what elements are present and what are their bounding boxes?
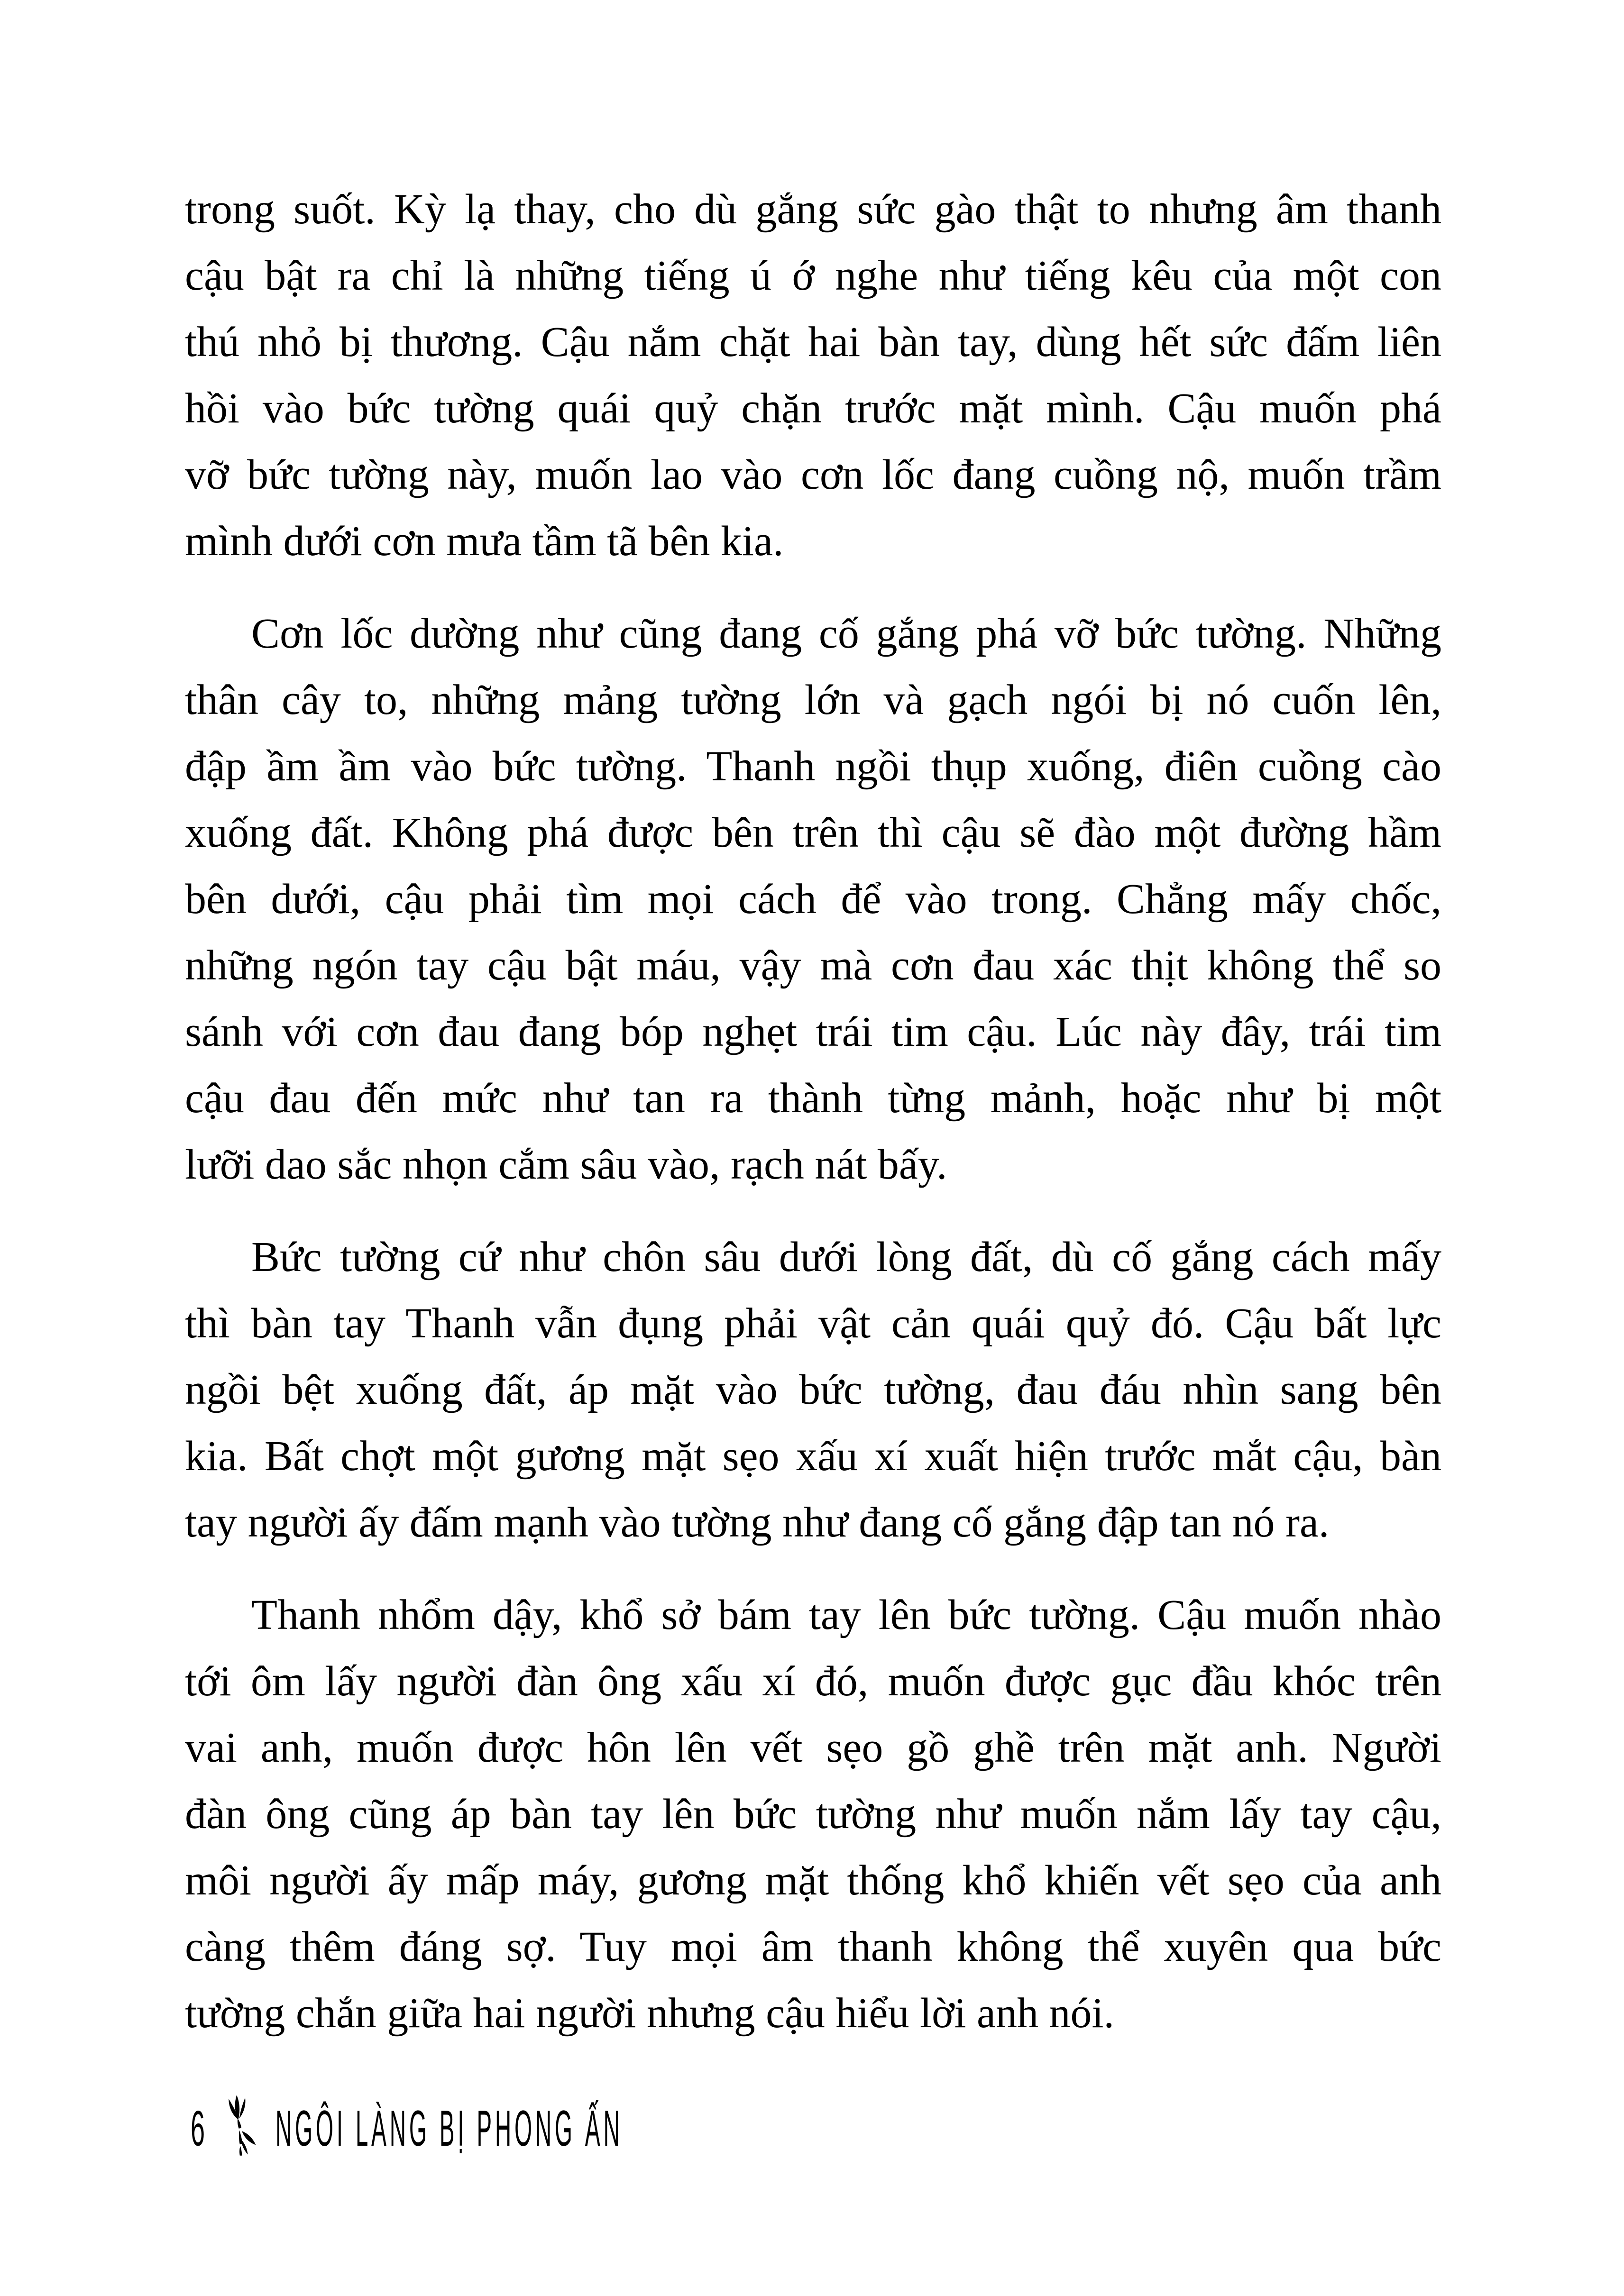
text-line: trong suốt. Kỳ lạ thay, cho dù gắng sức gào thật to nhưng âm thanh — [185, 186, 1441, 233]
text-line: thú nhỏ bị thương. Cậu nắm chặt hai bàn tay, dùng hết sức đấm liên — [185, 319, 1441, 366]
page-number: 6 — [191, 2101, 205, 2157]
text-line: lưỡi dao sắc nhọn cắm sâu vào, rạch nát bấy. — [185, 1141, 947, 1188]
text-line: Bức tường cứ như chôn sâu dưới lòng đất, dù cố gắng cách mấy — [251, 1234, 1441, 1281]
body-text — [185, 176, 1441, 2047]
text-line: xuống đất. Không phá được bên trên thì cậu sẽ đào một đường hầm — [185, 809, 1441, 856]
text-line: bên dưới, cậu phải tìm mọi cách để vào trong. Chẳng mấy chốc, — [185, 876, 1441, 923]
text-line: thân cây to, những mảng tường lớn và gạch ngói bị nó cuốn lên, — [185, 677, 1441, 723]
text-line: ngồi bệt xuống đất, áp mặt vào bức tường, đau đáu nhìn sang bên — [185, 1366, 1441, 1413]
text-line: hồi vào bức tường quái quỷ chặn trước mặt mình. Cậu muốn phá — [185, 385, 1441, 432]
bamboo-sprig-icon — [222, 2094, 259, 2157]
paragraph-2 — [185, 601, 1441, 1198]
running-title: NGÔI LÀNG BỊ PHONG ẤN — [275, 2100, 623, 2157]
text-line: kia. Bất chợt một gương mặt sẹo xấu xí xuất hiện trước mắt cậu, bàn — [185, 1433, 1441, 1480]
text-line: đập ầm ầm vào bức tường. Thanh ngồi thụp xuống, điên cuồng cào — [185, 743, 1441, 790]
text-line: tường chắn giữa hai người nhưng cậu hiểu lời anh nói. — [185, 1990, 1115, 2037]
text-line: tới ôm lấy người đàn ông xấu xí đó, muốn được gục đầu khóc trên — [185, 1658, 1441, 1705]
text-line: càng thêm đáng sợ. Tuy mọi âm thanh không thể xuyên qua bức — [185, 1923, 1441, 1970]
text-line: mình dưới cơn mưa tầm tã bên kia. — [185, 518, 784, 565]
paragraph-3 — [185, 1224, 1441, 1556]
text-line: đàn ông cũng áp bàn tay lên bức tường như muốn nắm lấy tay cậu, — [185, 1791, 1441, 1838]
text-line: cậu đau đến mức như tan ra thành từng mảnh, hoặc như bị một — [185, 1075, 1441, 1122]
text-line: cậu bật ra chỉ là những tiếng ú ớ nghe như tiếng kêu của một con — [185, 252, 1441, 299]
text-line: tay người ấy đấm mạnh vào tường như đang cố gắng đập tan nó ra. — [185, 1499, 1330, 1546]
text-line: vỡ bức tường này, muốn lao vào cơn lốc đang cuồng nộ, muốn trầm — [185, 451, 1441, 498]
text-line: những ngón tay cậu bật máu, vậy mà cơn đau xác thịt không thể so — [185, 942, 1441, 989]
page-footer — [191, 2087, 684, 2157]
text-line: vai anh, muốn được hôn lên vết sẹo gồ ghề trên mặt anh. Người — [185, 1724, 1441, 1771]
text-line: Thanh nhổm dậy, khổ sở bám tay lên bức tường. Cậu muốn nhào — [251, 1592, 1441, 1638]
text-line: sánh với cơn đau đang bóp nghẹt trái tim cậu. Lúc này đây, trái tim — [185, 1008, 1441, 1055]
text-line: thì bàn tay Thanh vẫn đụng phải vật cản quái quỷ đó. Cậu bất lực — [185, 1300, 1441, 1347]
paragraph-1 — [185, 176, 1441, 575]
paragraph-4 — [185, 1582, 1441, 2047]
text-line: Cơn lốc dường như cũng đang cố gắng phá vỡ bức tường. Những — [251, 610, 1441, 657]
text-line: môi người ấy mấp máy, gương mặt thống khổ khiến vết sẹo của anh — [185, 1857, 1441, 1904]
